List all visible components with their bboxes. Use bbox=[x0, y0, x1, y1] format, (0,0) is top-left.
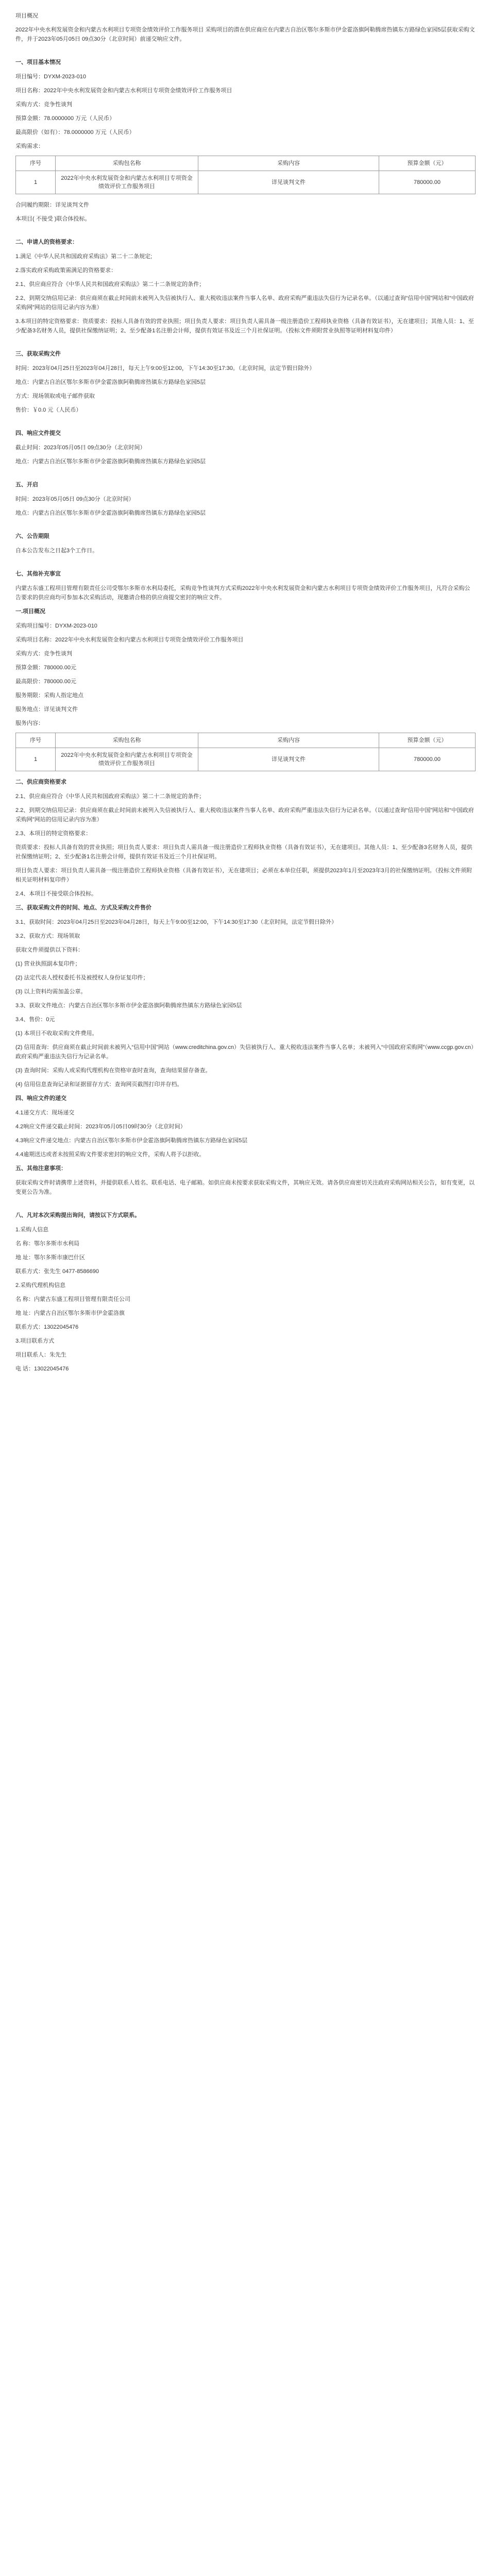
table-header: 采购包名称 bbox=[56, 733, 198, 748]
buyer-address: 地 址：鄂尔多斯市康巴什区 bbox=[15, 1255, 86, 1261]
section-7-title: 七、其他补充事宜 bbox=[15, 571, 61, 577]
supplement-e-title: 五、其他注意事项： bbox=[15, 1165, 66, 1172]
table-header: 预算金额（元） bbox=[379, 156, 476, 171]
consortium-note: 本项目( 不接受 )联合体投标。 bbox=[15, 216, 91, 222]
supplement-c-7: (3) 查询时间：采购人或采购代理机构在资格审查时查询，查询结果留存备查。 bbox=[15, 1067, 211, 1074]
supplement-c-4: 3.4、售价：0元 bbox=[15, 1016, 55, 1023]
supplement-budget: 预算金额：780000.00元 bbox=[15, 665, 76, 671]
supplement-req: 服务内容： bbox=[15, 720, 44, 726]
submission-place: 地点：内蒙古自治区鄂尔多斯市伊金霍洛旗阿勒腾席热镇东方路绿色家园5层 bbox=[15, 459, 206, 465]
supplement-e-1: 获取采购文件时请携带上述资料，并提供联系人姓名、联系电话、电子邮箱。如供应商未按要求获取采购文件，其响应无效。请各供应商密切关注政府采购网站相关公告，如有变更，以变更公告为准。 bbox=[15, 1180, 475, 1195]
get-docs-time: 时间：2023年04月25日至2023年04月28日，每天上午9:00至12:00，下午14:30至17:30。（北京时间，法定节假日除外） bbox=[15, 365, 315, 371]
project-contact-title: 3.项目联系方式 bbox=[15, 1338, 55, 1344]
qualification-3: 3.本项目的特定资格要求：资质要求：投标人具备有效的营业执照；项目负责人要求：项目负责人需具备一级注册造价工程师执业资格（具备有效证书），无在建项目；其他人员：1、至少配备3名财务人员，提供社保缴纳证明；2、至少配备1名注册会计师，提供有效证书及近三个月社保证明。（投标文件须附营业执照等证明材料复印件） bbox=[15, 318, 474, 334]
table-cell: 780000.00 bbox=[379, 748, 476, 771]
supplement-c-1: 3.1、获取时间：2023年04月25日至2023年04月28日，每天上午9:00至12:00，下午14:30至17:30（北京时间，法定节假日除外） bbox=[15, 919, 337, 925]
table-header: 采购包名称 bbox=[56, 156, 198, 171]
supplement-d-2: 4.2响应文件递交截止时间：2023年05月05日09时30分（北京时间） bbox=[15, 1124, 186, 1130]
supplement-c-2a: 获取文件须提供以下资料： bbox=[15, 947, 83, 953]
supplement-c-8: (4) 信用信息查询记录和证据留存方式：查询网页截图打印并存档。 bbox=[15, 1081, 183, 1088]
supplement-project-name: 采购项目名称：2022年中央水利发展资金和内蒙古水利项目专项资金绩效评价工作服务项目 bbox=[15, 637, 244, 643]
supplement-period: 服务地点：详见谈判文件 bbox=[15, 706, 78, 713]
qualification-2: 2.落实政府采购政策需满足的资格要求： bbox=[15, 267, 117, 274]
supplement-b-1: 2.1、供应商应符合《中华人民共和国政府采购法》第二十二条规定的条件； bbox=[15, 793, 205, 800]
opening-place: 地点：内蒙古自治区鄂尔多斯市伊金霍洛旗阿勒腾席热镇东方路绿色家园5层 bbox=[15, 510, 206, 516]
supplement-nature: 服务期限：采购人指定地点 bbox=[15, 692, 83, 699]
requirements-label: 采购需求： bbox=[15, 143, 44, 149]
supplement-intro: 内蒙古东盛工程项目管理有限责任公司受鄂尔多斯市水利局委托，采购竞争性谈判方式采购2022年中央水利发展资金和内蒙古水利项目专项资金绩效评价工作服务项目，凡符合采购公告要求的供应商均可参加本次采购活动，现邀请合格的供应商提交密封的响应文件。 bbox=[15, 585, 470, 601]
supplement-c-2b: (1) 营业执照副本复印件； bbox=[15, 961, 81, 967]
section-3-title: 三、获取采购文件 bbox=[15, 351, 61, 357]
table-header: 采购内容 bbox=[198, 156, 379, 171]
procurement-table-2 bbox=[15, 733, 476, 771]
supplement-b-4: 2.4、本项目不接受联合体投标。 bbox=[15, 891, 97, 897]
section-4-title: 四、响应文件提交 bbox=[15, 430, 61, 436]
table-row bbox=[16, 748, 476, 771]
get-docs-place: 地点：内蒙古自治区鄂尔多斯市伊金霍洛旗阿勒腾席热镇东方路绿色家园5层 bbox=[15, 379, 206, 385]
budget-amount: 预算金额：78.0000000 万元（人民币） bbox=[15, 115, 115, 122]
get-docs-price: 售价：￥0.0 元（人民币） bbox=[15, 407, 82, 413]
supplement-d-4: 4.4逾期送达或者未按照采购文件要求密封的响应文件，采购人将予以拒收。 bbox=[15, 1151, 205, 1158]
table-cell: 1 bbox=[16, 171, 56, 194]
supplement-c-2c: (2) 法定代表人授权委托书及被授权人身份证复印件； bbox=[15, 975, 149, 981]
max-price: 最高限价（如有）：78.0000000 万元（人民币） bbox=[15, 129, 135, 135]
section-1-title: 一、项目基本情况 bbox=[15, 59, 61, 65]
table-header-row bbox=[16, 156, 476, 171]
table-cell: 780000.00 bbox=[379, 171, 476, 194]
qualification-2-2: 2.2、到期交纳信用记录：供应商须在截止时间前未被列入失信被执行人、重大税收违法案件当事人名单、政府采购严重违法失信行为记录名单。（以通过查询“信用中国”网站和“中国政府采购网”网站的信用记录内容为准） bbox=[15, 295, 474, 311]
buyer-title: 1.采购人信息 bbox=[15, 1227, 49, 1233]
opening-time: 时间：2023年05月05日 09点30分（北京时间） bbox=[15, 496, 134, 502]
section-5-title: 五、开启 bbox=[15, 482, 38, 488]
document bbox=[15, 11, 476, 1378]
table-cell: 详见谈判文件 bbox=[198, 748, 379, 771]
project-name: 项目名称：2022年中央水利发展资金和内蒙古水利项目专项资金绩效评价工作服务项目 bbox=[15, 88, 232, 94]
table-header: 序号 bbox=[16, 156, 56, 171]
contract-period: 合同履约期限：详见谈判文件 bbox=[15, 202, 89, 208]
project-contact-name: 项目联系人：朱先生 bbox=[15, 1352, 66, 1358]
supplement-d-title: 四、响应文件的递交 bbox=[15, 1095, 66, 1101]
supplement-b-title: 二、供应商资格要求 bbox=[15, 779, 66, 785]
supplement-c-3: 3.3、获取文件地点：内蒙古自治区鄂尔多斯市伊金霍洛旗阿勒腾席热镇东方路绿色家园5层 bbox=[15, 1003, 242, 1009]
table-cell: 详见谈判文件 bbox=[198, 171, 379, 194]
section-8-title: 八、凡对本次采购提出询问，请按以下方式联系。 bbox=[15, 1212, 140, 1218]
table-header: 序号 bbox=[16, 733, 56, 748]
project-number: 项目编号：DYXM-2023-010 bbox=[15, 74, 86, 80]
table-cell: 1 bbox=[16, 748, 56, 771]
supplement-project-no: 采购项目编号：DYXM-2023-010 bbox=[15, 623, 97, 629]
get-docs-way: 方式：现场领取或电子邮件获取 bbox=[15, 393, 95, 399]
qualification-1: 1.满足《中华人民共和国政府采购法》第二十二条规定; bbox=[15, 253, 153, 260]
agency-address: 地 址：内蒙古自治区鄂尔多斯市伊金霍洛旗 bbox=[15, 1310, 125, 1316]
supplement-c-2: 3.2、获取方式：现场领取 bbox=[15, 933, 80, 939]
supplement-method: 采购方式：竞争性谈判 bbox=[15, 651, 72, 657]
section-6-title: 六、公告期限 bbox=[15, 533, 49, 539]
supplement-max: 最高限价：780000.00元 bbox=[15, 679, 76, 685]
buyer-name: 名 称：鄂尔多斯市水利局 bbox=[15, 1241, 80, 1247]
supplement-c-2d: (3) 以上资料均需加盖公章。 bbox=[15, 989, 87, 995]
supplement-d-1: 4.1递交方式：现场递交 bbox=[15, 1110, 75, 1116]
table-row bbox=[16, 171, 476, 194]
supplement-c-5: (1) 本项目不收取采购文件费用。 bbox=[15, 1030, 98, 1037]
project-contact-phone: 电 话：13022045476 bbox=[15, 1366, 69, 1372]
supplement-c-title: 三、获取采购文件的时间、地点、方式及采购文件售价 bbox=[15, 905, 151, 911]
table-cell: 2022年中央水利发展资金和内蒙古水利项目专项资金绩效评价工作服务项目 bbox=[56, 748, 198, 771]
section-2-title: 二、申请人的资格要求： bbox=[15, 239, 78, 245]
announcement-period: 自本公告发布之日起3个工作日。 bbox=[15, 548, 98, 554]
supplement-b-3: 2.3、本项目的特定资格要求： bbox=[15, 831, 92, 837]
procurement-method: 采购方式：竞争性谈判 bbox=[15, 101, 72, 108]
supplement-d-3: 4.3响应文件递交地点：内蒙古自治区鄂尔多斯市伊金霍洛旗阿勒腾席热镇东方路绿色家园5层 bbox=[15, 1138, 248, 1144]
supplement-c-6: (2) 信用查询：供应商须在截止时间前未被列入“信用中国”网站（www.creditchina.gov.cn）失信被执行人、重大税收违法案件当事人名单；未被列入“中国政府采购网”（www.ccgp.gov.cn）政府采购严重违法失信行为记录名单。 bbox=[15, 1044, 474, 1060]
submission-deadline: 截止时间：2023年05月05日 09点30分（北京时间） bbox=[15, 445, 146, 451]
supplement-b-2: 2.2、到期交纳信用记录：供应商须在截止时间前未被列入失信被执行人、重大税收违法案件当事人名单、政府采购严重违法失信行为记录名单。（以通过查询“信用中国”网站和“中国政府采购网”网站的信用记录内容为准） bbox=[15, 807, 474, 823]
agency-name: 名 称：内蒙古东盛工程项目管理有限责任公司 bbox=[15, 1296, 131, 1302]
summary-label: 项目概况 bbox=[15, 13, 38, 19]
supplement-a-title: 一.项目概况 bbox=[15, 608, 46, 615]
supplement-b-3a: 资质要求：投标人具备有效的营业执照；项目负责人要求：项目负责人需具备一级注册造价工程师执业资格（具备有效证书），无在建项目。其他人员：1、至少配备3名财务人员，提供社保缴纳证明；2、至少配备1名注册会计师，提供有效证书及近三个月社保证明。 bbox=[15, 844, 472, 860]
qualification-2-1: 2.1、供应商应符合《中华人民共和国政府采购法》第二十二条规定的条件； bbox=[15, 281, 205, 287]
buyer-contact: 联系方式：张先生 0477-8586690 bbox=[15, 1268, 99, 1275]
agency-title: 2.采购代理机构信息 bbox=[15, 1282, 66, 1289]
agency-contact: 联系方式：13022045476 bbox=[15, 1324, 79, 1330]
table-header-row bbox=[16, 733, 476, 748]
table-header: 预算金额（元） bbox=[379, 733, 476, 748]
table-header: 采购内容 bbox=[198, 733, 379, 748]
table-cell: 2022年中央水利发展资金和内蒙古水利项目专项资金绩效评价工作服务项目 bbox=[56, 171, 198, 194]
summary-text: 2022年中央水利发展资金和内蒙古水利项目专项资金绩效评价工作服务项目 采购项目的潜在供应商应在内蒙古自治区鄂尔多斯市伊金霍洛旗阿勒腾席热镇东方路绿色家园5层获取采购文件，并于2023年05月05日 09点30分（北京时间）前递交响应文件。 bbox=[15, 27, 475, 42]
procurement-table bbox=[15, 156, 476, 194]
supplement-b-3b: 项目负责人要求：项目负责人需具备一级注册造价工程师执业资格（具备有效证书），无在建项目；必须在本单位任职，须提供2023年1月至2023年3月的社保缴纳证明。（投标文件须附相关证明材料复印件） bbox=[15, 868, 472, 883]
